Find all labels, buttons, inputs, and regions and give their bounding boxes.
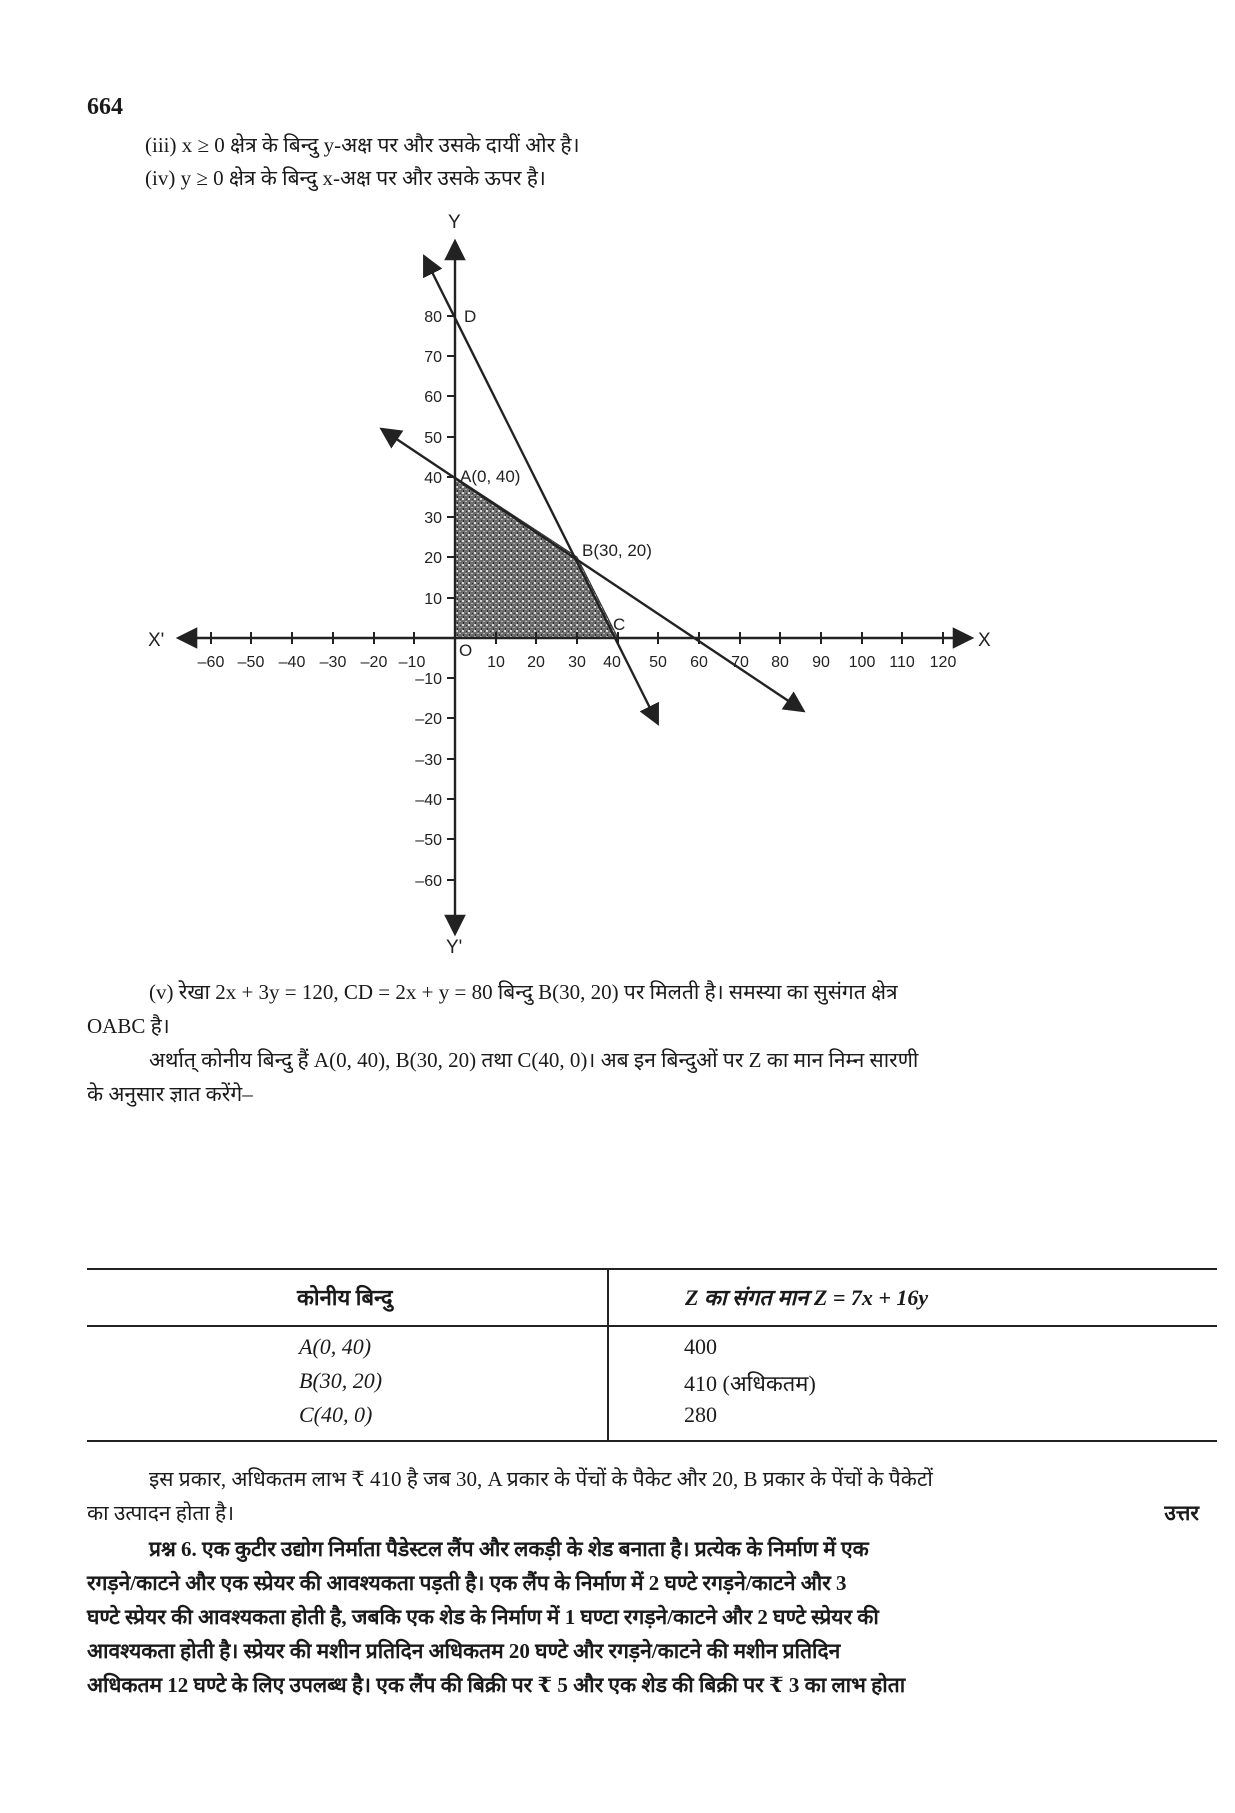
svg-text:–40: –40 — [278, 654, 306, 671]
svg-text:70: 70 — [731, 654, 749, 671]
condition-label: (iii) — [145, 133, 177, 157]
question-6-line: प्रश्न 6. एक कुटीर उद्योग निर्माता पैडेस्टल लैंप और लकड़ी के शेड बनाता है। प्रत्येक के निर्माण में एक — [149, 1537, 869, 1561]
question-6-line: अधिकतम 12 घण्टे के लिए उपलब्ध है। एक लैंप की बिक्री पर ₹ 5 और एक शेड की बिक्री पर ₹ 3 का लाभ होता — [87, 1673, 906, 1697]
paragraph-v-line2: OABC है। — [87, 1014, 170, 1038]
svg-text:80: 80 — [771, 654, 789, 671]
conclusion-paragraph — [87, 1462, 1217, 1530]
table-top-rule — [87, 1268, 1217, 1270]
conclusion-line1: इस प्रकार, अधिकतम लाभ ₹ 410 है जब 30, A प्रकार के पेंचों के पैकेट और 20, B प्रकार के पेंचों के पैकेटों — [149, 1467, 933, 1491]
y-axis-neg-label: Y' — [446, 937, 463, 958]
svg-text:–10: –10 — [398, 654, 426, 671]
origin-label: O — [459, 641, 473, 660]
svg-text:–60: –60 — [197, 654, 225, 671]
point-b-label: B(30, 20) — [582, 541, 652, 560]
table-row-point: C(40, 0) — [299, 1402, 373, 1427]
table-header-corner-point: कोनीय बिन्दु — [297, 1285, 393, 1310]
svg-text:30: 30 — [424, 510, 442, 527]
table-bottom-rule — [87, 1440, 1217, 1442]
table-row-value: 280 — [684, 1402, 717, 1427]
conclusion-line2: का उत्पादन होता है। — [87, 1501, 235, 1525]
x-axis-label: X — [978, 630, 991, 651]
point-d-label: D — [464, 307, 477, 326]
svg-text:40: 40 — [424, 470, 442, 487]
svg-text:50: 50 — [649, 654, 667, 671]
svg-text:70: 70 — [424, 349, 442, 366]
question-6 — [87, 1532, 1217, 1702]
y-tick-labels — [415, 309, 442, 890]
table-header-z-value: Z का संगत मान Z = 7x + 16y — [685, 1285, 929, 1310]
svg-text:40: 40 — [603, 654, 621, 671]
question-6-line: रगड़ने/काटने और एक स्प्रेयर की आवश्यकता पड़ती है। एक लैंप के निर्माण में 2 घण्टे रगड़ने/काटने और 3 — [87, 1571, 847, 1595]
svg-text:20: 20 — [424, 550, 442, 567]
svg-text:–40: –40 — [415, 792, 442, 809]
svg-text:50: 50 — [424, 430, 442, 447]
corner-points-line1: अर्थात् कोनीय बिन्दु हैं A(0, 40), B(30, 20) तथा C(40, 0)। अब इन बिन्दुओं पर Z का मान निम्न सारणी — [149, 1048, 919, 1072]
svg-text:–60: –60 — [415, 873, 442, 890]
svg-text:80: 80 — [424, 309, 442, 326]
svg-text:–20: –20 — [415, 711, 442, 728]
svg-text:–30: –30 — [415, 752, 442, 769]
svg-text:60: 60 — [690, 654, 708, 671]
question-6-line: आवश्यकता होती है। स्प्रेयर की मशीन प्रतिदिन अधिकतम 20 घण्टे और रगड़ने/काटने की मशीन प्रतिदिन — [87, 1639, 841, 1663]
svg-text:30: 30 — [568, 654, 586, 671]
svg-text:120: 120 — [929, 654, 957, 671]
table-row-point: A(0, 40) — [299, 1334, 372, 1359]
svg-text:60: 60 — [424, 389, 442, 406]
condition-text: y ≥ 0 क्षेत्र के बिन्दु x-अक्ष पर और उसके ऊपर है। — [180, 166, 546, 190]
svg-text:–50: –50 — [415, 832, 442, 849]
svg-text:10: 10 — [424, 591, 442, 608]
x-tick-labels — [198, 654, 957, 671]
paragraph-v-line1: (v) रेखा 2x + 3y = 120, CD = 2x + y = 80 बिन्दु B(30, 20) पर मिलती है। समस्या का सुसंगत क्षेत्र — [149, 980, 898, 1004]
condition-text: x ≥ 0 क्षेत्र के बिन्दु y-अक्ष पर और उसके दायीं ओर है। — [181, 133, 580, 157]
paragraph-corner-points — [87, 1043, 1217, 1111]
condition-label: (iv) — [145, 166, 176, 190]
svg-text:100: 100 — [848, 654, 876, 671]
point-a-label: A(0, 40) — [460, 467, 521, 486]
svg-text:10: 10 — [487, 654, 505, 671]
svg-text:–30: –30 — [319, 654, 347, 671]
svg-text:110: 110 — [889, 654, 915, 671]
point-c-label: C — [613, 615, 626, 634]
question-6-line: घण्टे स्प्रेयर की आवश्यकता होती है, जबकि एक शेड के निर्माण में 1 घण्टा रगड़ने/काटने और 2 घण्टे स्प्रेयर की — [87, 1605, 879, 1629]
svg-text:90: 90 — [812, 654, 830, 671]
svg-text:–10: –10 — [415, 671, 442, 688]
table-row-value: 400 — [684, 1334, 717, 1359]
svg-text:–50: –50 — [237, 654, 265, 671]
x-axis-neg-label: X' — [148, 630, 165, 651]
table-header-rule — [87, 1325, 1217, 1327]
page-number: 664 — [87, 94, 123, 120]
svg-text:–20: –20 — [360, 654, 388, 671]
table-row-value: 410 (अधिकतम) — [684, 1371, 816, 1396]
svg-text:20: 20 — [527, 654, 545, 671]
y-axis-label: Y — [448, 212, 461, 233]
answer-tag: उत्तर — [1164, 1501, 1199, 1525]
table-row-point: B(30, 20) — [299, 1368, 383, 1393]
paragraph-v — [87, 975, 1217, 1043]
corner-points-line2: के अनुसार ज्ञात करेंगे– — [87, 1082, 253, 1106]
